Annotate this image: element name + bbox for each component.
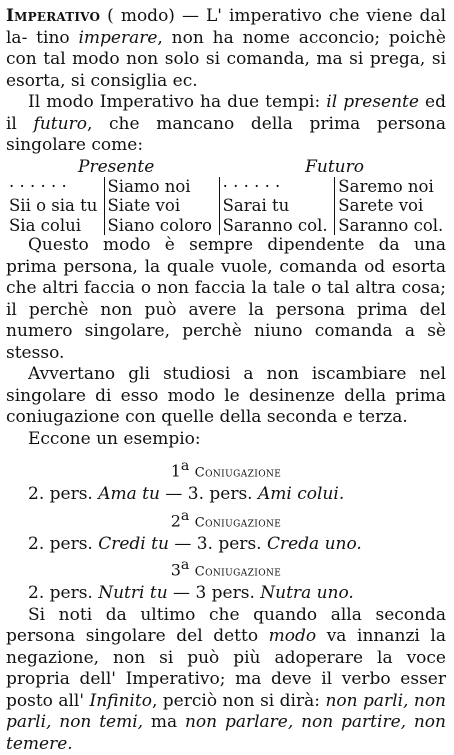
- conj-example-3: [6, 583, 446, 605]
- example-p2: 2. pers.: [28, 533, 99, 554]
- table-row: [6, 196, 450, 216]
- tempi-futuro: futuro: [33, 113, 87, 134]
- example-p3-form: Nutra uno.: [260, 583, 354, 604]
- example-p2-form: Ama tu: [98, 484, 160, 505]
- conj-heading-3: [6, 555, 446, 583]
- conj-label: Coniugazione: [194, 465, 282, 481]
- conj-example-1: [6, 484, 446, 506]
- example-sep: — 3. pers.: [168, 533, 267, 554]
- table-cell: · · · · · ·: [219, 177, 335, 197]
- conj-number: 2: [170, 511, 181, 531]
- section-heading: Imperativo: [6, 6, 101, 26]
- conj-number: 1: [170, 461, 181, 481]
- final-modo: modo: [268, 626, 317, 647]
- table-cell: Saremo noi: [338, 176, 434, 196]
- conj-label: Coniugazione: [194, 515, 282, 531]
- final-text-c: , perciò non si dirà:: [151, 690, 326, 711]
- conjugation-table: [6, 177, 450, 236]
- avvertano-paragraph: Avvertano gli studiosi a non iscambiare nel singolare di esso modo le desinenze della prima coniugazione con quelle della seconda e terza.: [6, 364, 446, 427]
- conj-label: Coniugazione: [194, 564, 282, 580]
- conj-heading-1: [6, 456, 446, 484]
- example-p2-form: Credi tu: [98, 533, 169, 554]
- table-cell: Sarete voi: [338, 196, 424, 215]
- presente-label: Presente: [78, 156, 155, 177]
- table-header: [6, 157, 446, 177]
- intro-line3: tal modo non solo si comanda, ma si prega, si esorta, si consiglia ec.: [6, 49, 447, 91]
- final-text-a: Si noti da ultimo che quando alla seconda persona singolare del detto: [6, 604, 446, 647]
- tempi-middle: ed il: [6, 92, 446, 134]
- example-p3-form: Creda uno.: [266, 533, 362, 554]
- final-example-wrong: non parli, non parli, non temi,: [6, 690, 447, 733]
- conj-heading-2: [6, 506, 446, 534]
- example-sep: — 3 pers.: [167, 583, 261, 604]
- final-text-d: ma: [143, 712, 185, 733]
- intro-paragraph: [6, 6, 446, 92]
- table-cell: Sia colui: [6, 216, 104, 236]
- table-cell: · · · · · ·: [6, 177, 104, 197]
- intro-line2-suffix: , non ha nome acconcio; poichè con: [6, 27, 446, 69]
- final-paragraph: [6, 605, 446, 755]
- table-cell: Siate voi: [104, 196, 219, 216]
- intro-line2-prefix: tino: [36, 27, 79, 48]
- table-cell: Siano coloro: [104, 216, 219, 236]
- tempi-presente: il presente: [326, 92, 419, 112]
- final-example-right: non parlare, non partire, non temere.: [6, 712, 446, 754]
- table-cell: Saranno col.: [338, 215, 444, 235]
- example-p2-form: Nutri tu: [98, 583, 168, 604]
- dipendente-paragraph: Questo modo è sempre dipendente da una prima persona, la quale vuole, comanda od esorta che altri faccia o non faccia la tale o tal altra cosa; il perchè non può avere la persona prima del numero singolare, perchè niuno comanda a sè stesso.: [6, 235, 446, 363]
- table-cell: Siamo noi: [104, 177, 219, 197]
- tempi-paragraph: [6, 92, 446, 157]
- example-p2: 2. pers.: [28, 583, 99, 604]
- conj-sup: a: [180, 458, 190, 474]
- intro-dash-text: — L' imperativo che viene dal la-: [6, 6, 447, 48]
- table-cell: Sarai tu: [219, 196, 335, 216]
- table-cell: Sii o sia tu: [6, 196, 104, 216]
- conj-number: 3: [170, 560, 181, 580]
- eccone-line: Eccone un esempio:: [28, 428, 201, 449]
- intro-imperare: imperare: [78, 27, 158, 48]
- table-cell: Saranno col.: [219, 216, 335, 236]
- example-p2: 2. pers.: [28, 484, 99, 505]
- tempi-suffix: , che mancano della prima persona singolare come:: [6, 113, 447, 155]
- final-text-b: va innanzi la negazione, non si può più adoperare la voce propria dell' Imperativo; ma deve il verbo esser posto all': [6, 626, 446, 711]
- conj-sup: a: [180, 557, 190, 574]
- final-infinito: Infinito: [89, 690, 152, 711]
- futuro-label: Futuro: [305, 156, 364, 177]
- conj-sup: a: [180, 507, 190, 524]
- example-sep: — 3. pers.: [159, 484, 258, 505]
- heading-paren: ( modo): [107, 6, 175, 26]
- table-row: [6, 216, 450, 236]
- conj-example-2: [6, 534, 446, 556]
- table-row: [6, 177, 450, 197]
- example-p3-form: Ami colui.: [258, 484, 345, 505]
- tempi-prefix: Il modo Imperativo ha due tempi:: [28, 92, 327, 112]
